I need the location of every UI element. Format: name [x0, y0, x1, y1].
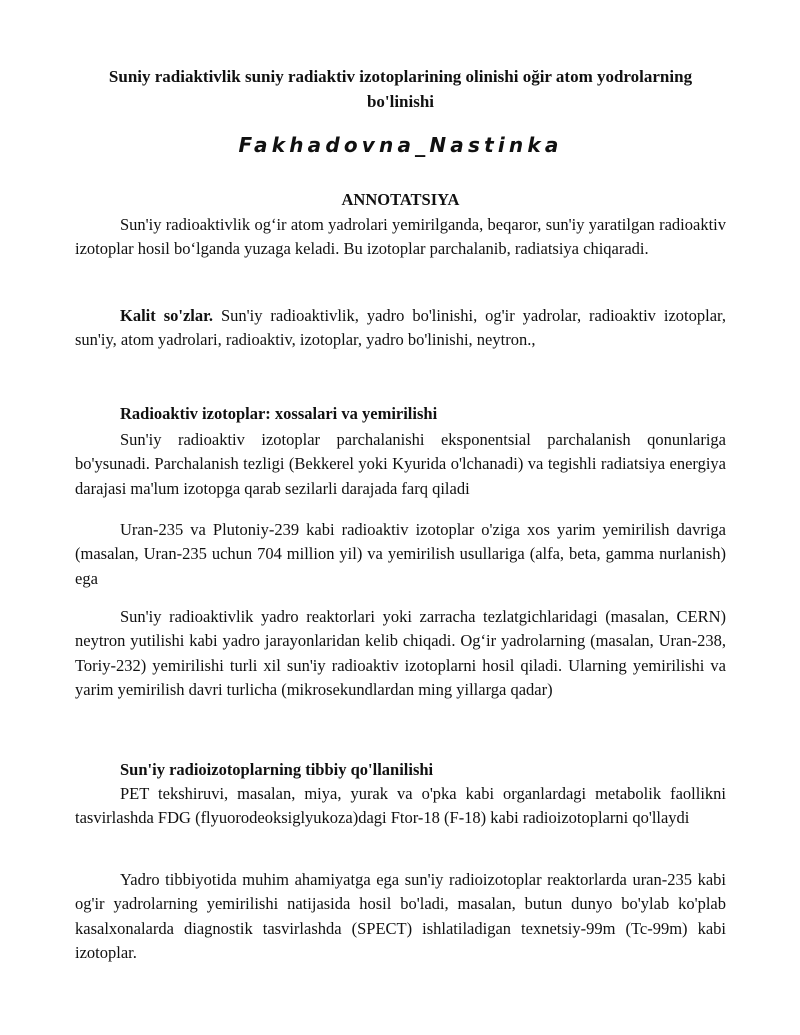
keywords-text: Sun'iy radioaktivlik, yadro bo'linishi, og'ir yadrolar, radioaktiv izotoplar, sun'iy, atom yadrolari, radioaktiv, izotoplar, yadro bo'linishi, neytron.,	[75, 306, 726, 350]
section2-paragraph-2: Yadro tibbiyotida muhim ahamiyatga ega sun'iy radioizotoplar reaktorlarda uran-235 kabi og'ir yadrolarning yemirilishi natijasida hosil bo'ladi, masalan, butun dunyo bo'ylab ko'plab kasalxonalarda diagnostik tasvirlashda (SPECT) ishlatiladigan texnetsiy-99m (Tc-99m) kabi izotoplar.	[75, 870, 726, 962]
section1-paragraph-3: Sun'iy radioaktivlik yadro reaktorlari yoki zarracha tezlatgichlaridagi (masalan, CERN) neytron yutilishi kabi yadro jarayonlaridan kelib chiqadi. Og‘ir yadrolarning (masalan, Uran-238, Toriy-232) yemirilishi turli xil sun'iy radioaktiv izotoplarni hosil qiladi. Ularning yemirilishi va yarim yemirilish davri turlicha (mikrosekundlardan ming yillarga qadar)	[75, 607, 726, 699]
annotation-text: Sun'iy radioaktivlik og‘ir atom yadrolari yemirilganda, beqaror, sun'iy yaratilgan radioaktiv izotoplar hosil bo‘lganda yuzaga keladi. Bu izotoplar parchalanib, radiatsiya chiqaradi.	[75, 215, 726, 259]
section2-paragraph-1: PET tekshiruvi, masalan, miya, yurak va o'pka kabi organlardagi metabolik faollikni tasvirlashda FDG (flyuorodeoksiglyukoza)dagi Ftor-18 (F-18) kabi radioizotoplarni qo'llaydi	[75, 784, 726, 828]
section1-heading: Radioaktiv izotoplar: xossalari va yemirilishi	[120, 404, 438, 423]
keywords-paragraph	[75, 304, 726, 353]
annotation-heading: ANNOTATSIYA	[341, 190, 460, 209]
section2-heading: Sun'iy radioizotoplarning tibbiy qo'llanilishi	[120, 760, 434, 779]
author-name: Fakhadovna_Nastinka	[238, 133, 563, 157]
document-title: Suniy radiaktivlik suniy radiaktiv izotoplarining olinishi oğir atom yodrolarning bo'linishi	[108, 67, 693, 111]
section1-paragraph-2: Uran-235 va Plutoniy-239 kabi radioaktiv izotoplar o'ziga xos yarim yemirilish davriga (masalan, Uran-235 uchun 704 million yil) va yemirilish usullariga (alfa, beta, gamma nurlanish) ega	[75, 520, 726, 588]
section1-paragraph-1: Sun'iy radioaktiv izotoplar parchalanishi eksponentsial parchalanish qonunlariga bo'ysunadi. Parchalanish tezligi (Bekkerel yoki Kyurida o'lchanadi) va tegishli radiatsiya energiya darajasi ma'lum izotopga qarab sezilarli darajada farq qiladi	[75, 430, 726, 498]
keywords-label: Kalit so'zlar.	[120, 306, 214, 325]
